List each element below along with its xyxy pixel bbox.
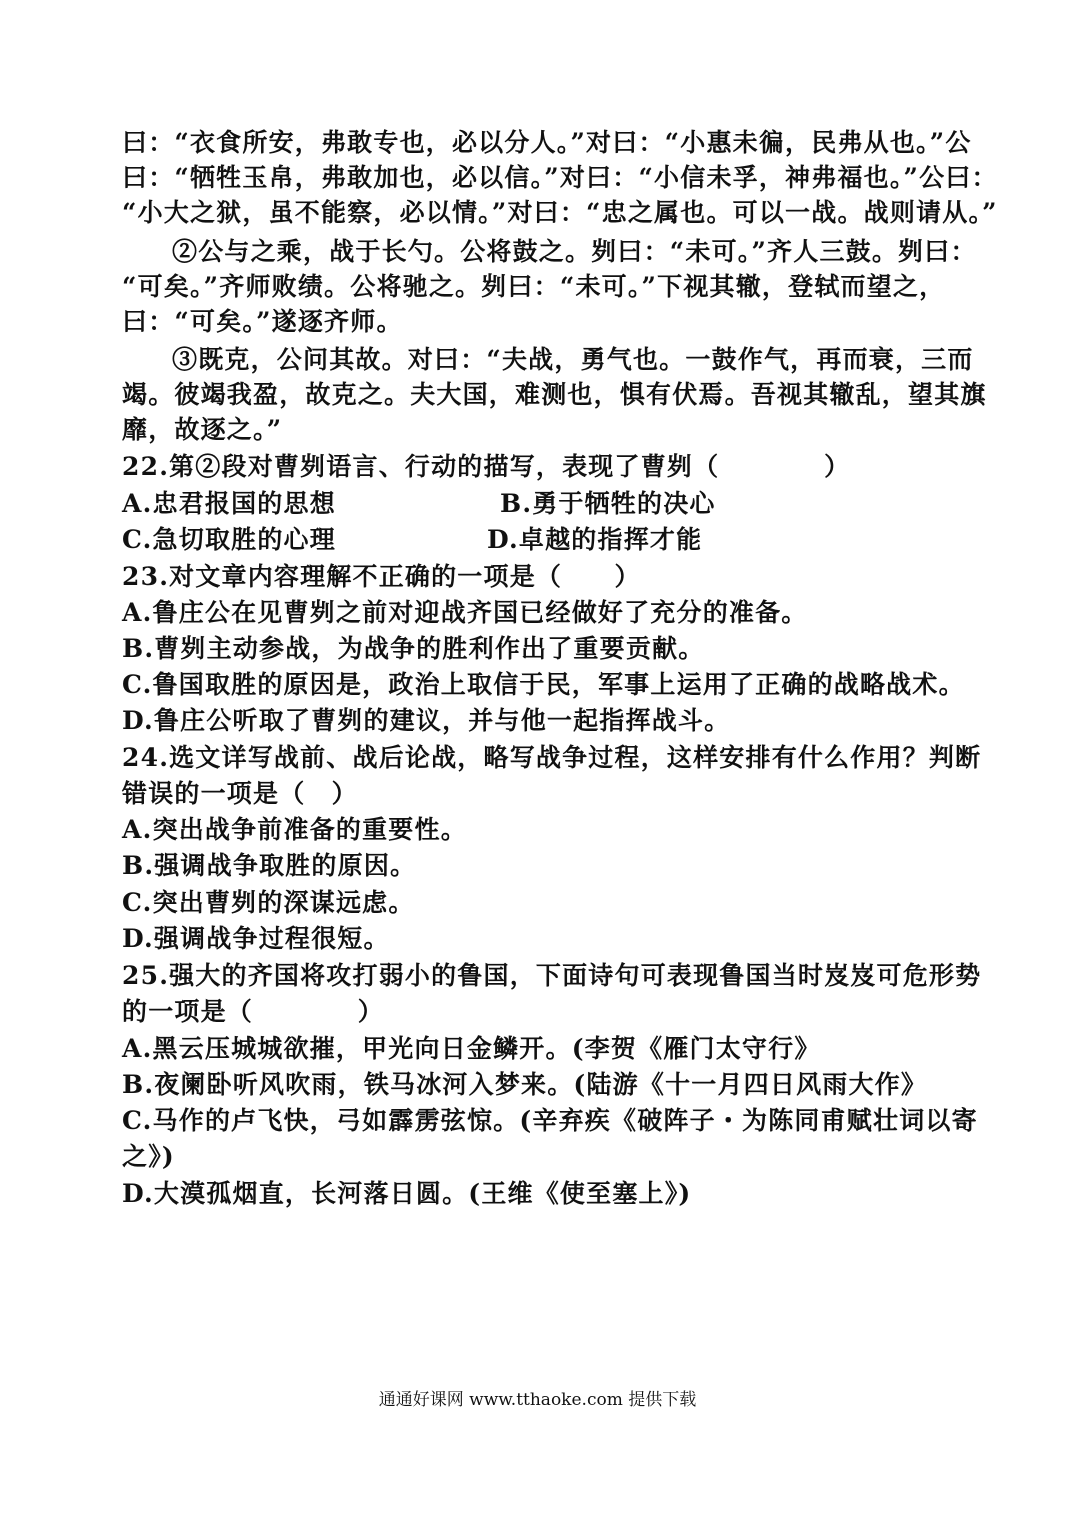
question-23-option-b: B.曹刿主动参战，为战争的胜利作出了重要贡献。 — [122, 634, 705, 663]
question-24-option-b: B.强调战争取胜的原因。 — [122, 851, 417, 880]
question-23-stem: 23.对文章内容理解不正确的一项是（ ） — [122, 562, 641, 591]
question-22-option-c: C.急切取胜的心理 — [122, 525, 336, 554]
question-25-stem: 的一项是（ ） — [122, 997, 385, 1026]
passage-line: “小大之狱，虽不能察，必以情。”对曰：“忠之属也。可以一战。战则请从。” — [122, 198, 998, 227]
question-25-option-c: C.马作的卢飞快，弓如霹雳弦惊。(辛弃疾《破阵子・为陈同甫赋壮词以寄 — [122, 1106, 978, 1135]
question-24-stem: 错误的一项是（ ） — [122, 779, 358, 808]
passage-line: ②公与之乘，战于长勺。公将鼓之。刿曰：“未可。”齐人三鼓。刿曰： — [172, 237, 977, 266]
question-22-option-d: D.卓越的指挥才能 — [487, 525, 703, 554]
footer-credit: 通通好课网 www.tthaoke.com 提供下载 — [378, 1390, 697, 1410]
question-23-option-d: D.鲁庄公听取了曹刿的建议，并与他一起指挥战斗。 — [122, 706, 731, 735]
question-24-option-d: D.强调战争过程很短。 — [122, 924, 390, 953]
passage-line: ③既克，公问其故。对曰：“夫战，勇气也。一鼓作气，再而衰，三而 — [172, 345, 974, 374]
passage-line: 曰：“可矣。”遂逐齐师。 — [122, 307, 403, 336]
question-24-stem: 24.选文详写战前、战后论战，略写战争过程，这样安排有什么作用？判断 — [122, 743, 982, 772]
question-25-option-c: 之》) — [122, 1142, 175, 1171]
question-22-option-a: A.忠君报国的思想 — [122, 489, 336, 518]
question-24-option-c: C.突出曹刿的深谋远虑。 — [122, 888, 415, 917]
passage-line: 靡，故逐之。” — [122, 415, 283, 444]
passage-line: 曰：“衣食所安，弗敢专也，必以分人。”对曰：“小惠未徧，民弗从也。”公 — [122, 128, 972, 157]
passage-line: “可矣。”齐师败绩。公将驰之。刿曰：“未可。”下视其辙，登轼而望之， — [122, 272, 946, 301]
question-25-option-b: B.夜阑卧听风吹雨，铁马冰河入梦来。(陆游《十一月四日风雨大作》 — [122, 1070, 928, 1099]
question-24-option-a: A.突出战争前准备的重要性。 — [122, 815, 467, 844]
question-25-option-a: A.黑云压城城欲摧，甲光向日金鳞开。(李贺《雁门太守行》 — [122, 1034, 821, 1063]
question-23-option-c: C.鲁国取胜的原因是，政治上取信于民，军事上运用了正确的战略战术。 — [122, 670, 965, 699]
question-22-stem: 22.第②段对曹刿语言、行动的描写，表现了曹刿（ ） — [122, 452, 851, 481]
question-22-option-b: B.勇于牺牲的决心 — [500, 489, 716, 518]
question-25-stem: 25.强大的齐国将攻打弱小的鲁国，下面诗句可表现鲁国当时岌岌可危形势 — [122, 961, 982, 990]
passage-line: 曰：“牺牲玉帛，弗敢加也，必以信。”对曰：“小信未孚，神弗福也。”公曰： — [122, 163, 998, 192]
passage-line: 竭。彼竭我盈，故克之。夫大国，难测也，惧有伏焉。吾视其辙乱，望其旗 — [122, 380, 987, 409]
question-25-option-d: D.大漠孤烟直，长河落日圆。(王维《使至塞上》) — [122, 1179, 692, 1208]
question-23-option-a: A.鲁庄公在见曹刿之前对迎战齐国已经做好了充分的准备。 — [122, 598, 808, 627]
